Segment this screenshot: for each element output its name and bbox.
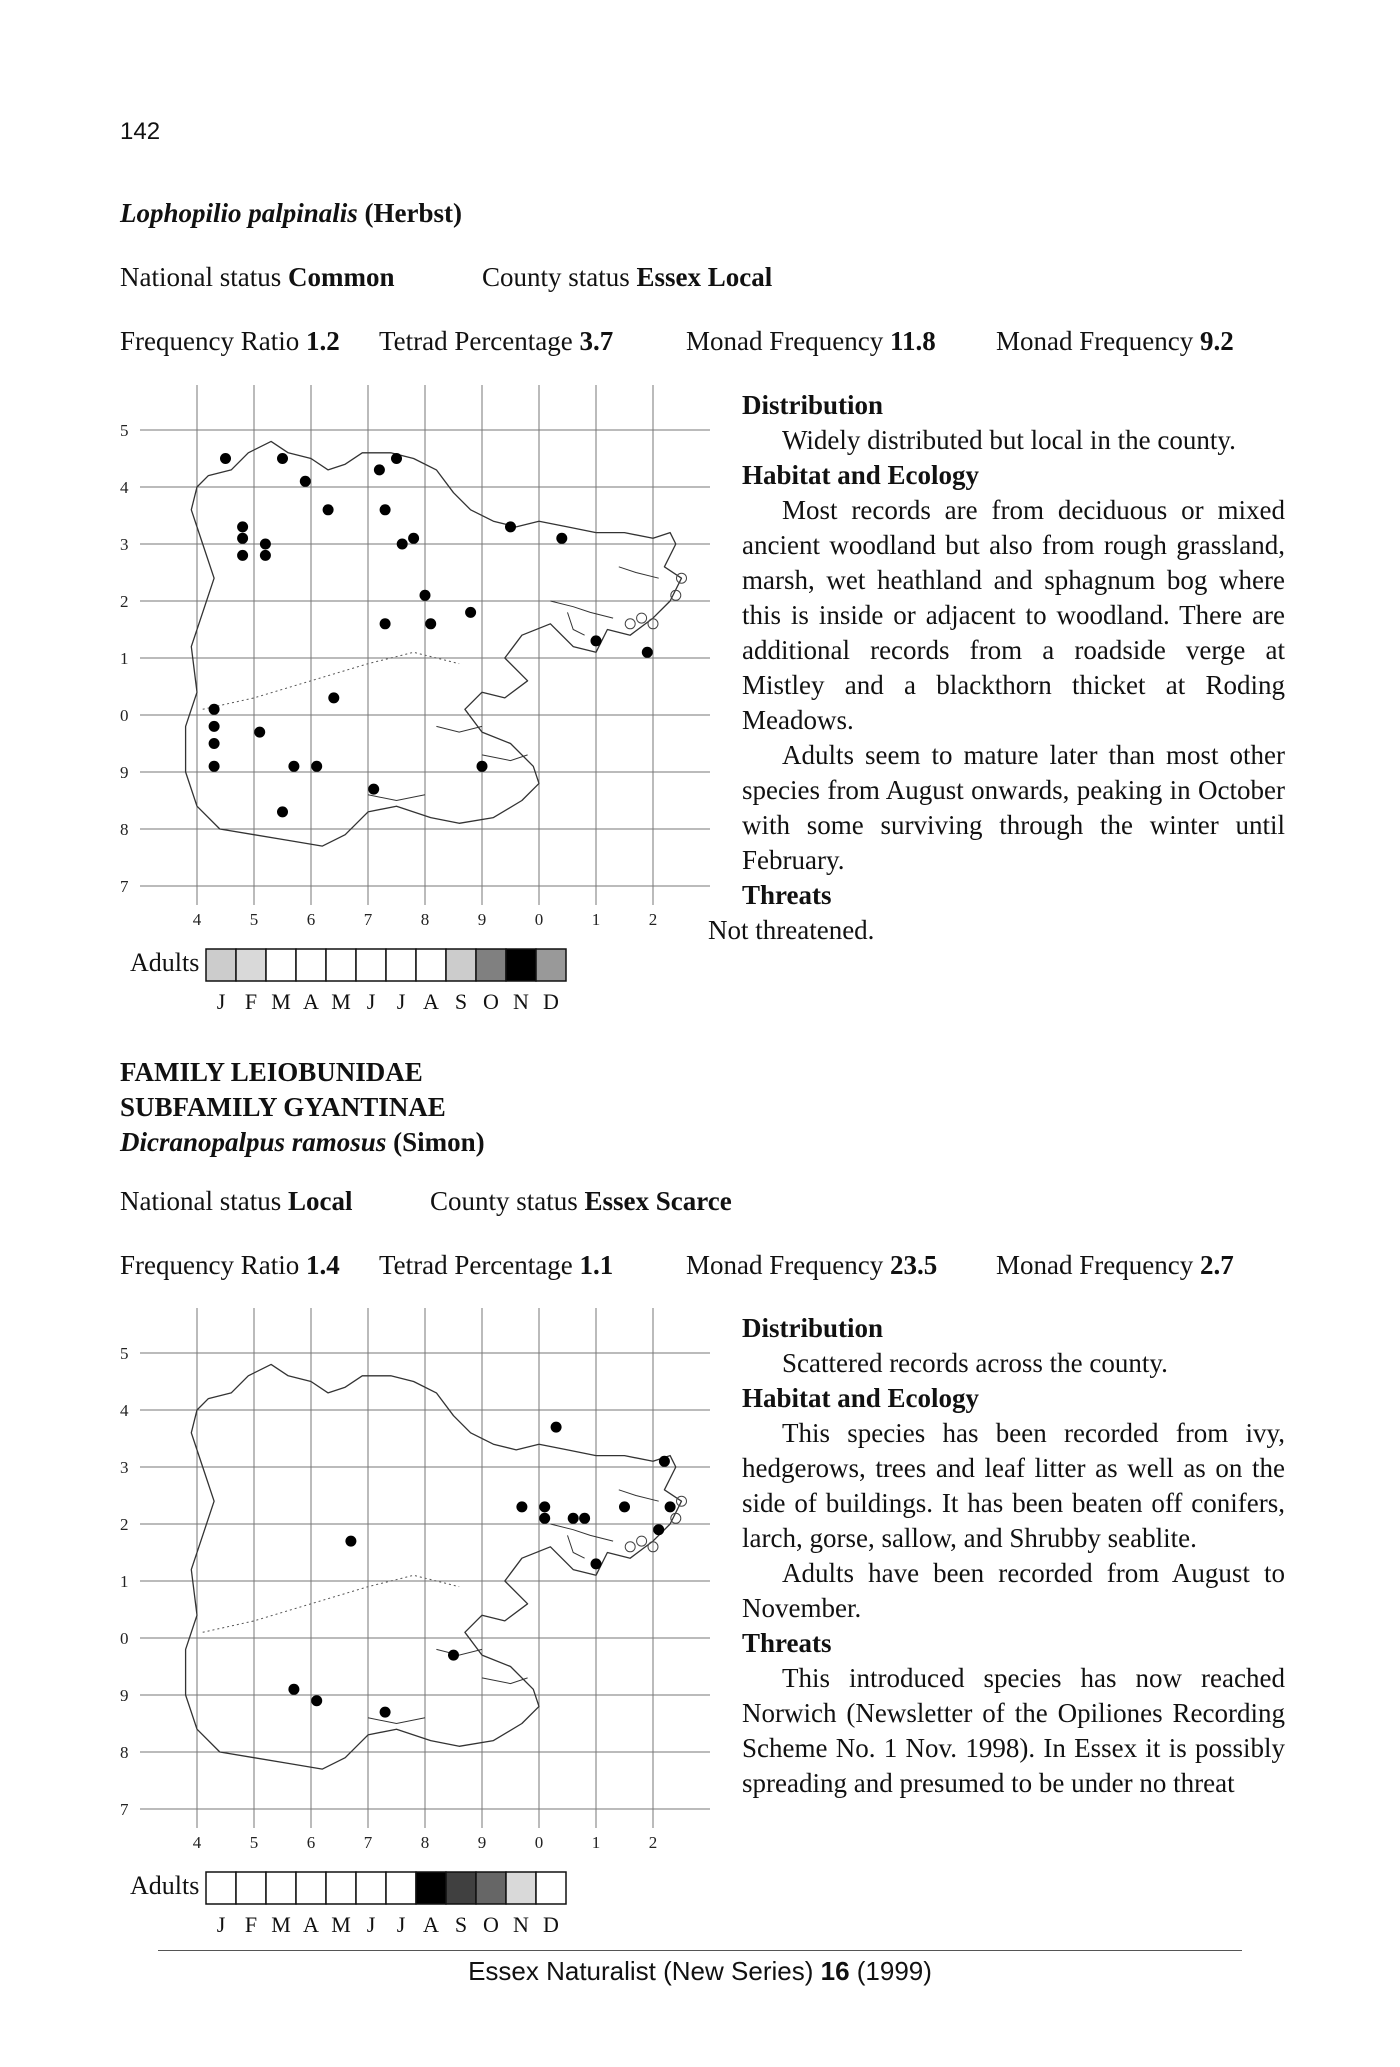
monad-frequency-1: [686, 1250, 937, 1281]
threats-heading: Threats: [742, 1628, 832, 1658]
x-tick-label: 5: [249, 1833, 259, 1852]
monad-frequency-1: [686, 326, 936, 357]
month-label: M: [271, 1912, 291, 1937]
record-dot: [408, 533, 419, 544]
record-dot: [380, 618, 391, 629]
national-status-value: Common: [287, 262, 395, 292]
y-tick-label: 9: [120, 763, 129, 782]
monad-frequency-value: 2.7: [1199, 1250, 1234, 1280]
footer: [0, 1956, 1400, 1987]
month-label: O: [483, 1912, 499, 1937]
distribution-heading: Distribution: [742, 390, 884, 420]
phenology-cell: [506, 1872, 536, 1904]
record-dot: [209, 761, 220, 772]
county-status: [482, 262, 772, 293]
record-dot: [209, 721, 220, 732]
record-dot: [260, 539, 271, 550]
estuary-line: [568, 1535, 585, 1558]
record-dot: [591, 635, 602, 646]
y-tick-label: 7: [120, 877, 129, 896]
county-outline: [186, 1364, 682, 1769]
record-dot: [642, 647, 653, 658]
page-number: 142: [120, 118, 161, 145]
tetrad-percentage-value: 3.7: [579, 326, 614, 356]
record-dot: [579, 1513, 590, 1524]
record-dot: [465, 607, 476, 618]
x-tick-label: 1: [591, 1833, 601, 1852]
phenology-cell: [416, 949, 446, 981]
record-dot: [425, 618, 436, 629]
phenology-cell: [236, 1872, 266, 1904]
record-dot: [477, 761, 488, 772]
month-label: A: [303, 989, 319, 1014]
month-label: J: [366, 1912, 376, 1937]
threats-heading: Threats: [742, 880, 832, 910]
island: [637, 1536, 647, 1546]
species-author: (Herbst): [364, 198, 463, 228]
phenology-cell: [266, 1872, 296, 1904]
phenology-cell: [386, 1872, 416, 1904]
month-label: S: [454, 1912, 468, 1937]
frequency-ratio: [120, 326, 340, 357]
record-dot: [328, 692, 339, 703]
island: [637, 613, 647, 623]
phenology-cell: [416, 1872, 446, 1904]
county-status-value: Essex Scarce: [584, 1186, 732, 1216]
footer-volume: 16: [820, 1956, 850, 1986]
y-tick-label: 2: [120, 1515, 129, 1534]
island: [625, 619, 635, 629]
species-name: Lophopilio palpinalis: [120, 198, 358, 228]
phenology-cell: [326, 949, 356, 981]
record-dot: [653, 1524, 664, 1535]
record-dot: [323, 504, 334, 515]
record-dot: [619, 1501, 630, 1512]
phenology-cell: [446, 949, 476, 981]
county-outline: [186, 441, 682, 846]
monad-frequency-label: Monad Frequency: [996, 326, 1200, 356]
phenology-cell: [296, 1872, 326, 1904]
x-tick-label: 2: [648, 910, 658, 929]
distribution-text: Widely distributed but local in the county.: [782, 425, 1236, 455]
record-dot: [368, 784, 379, 795]
y-tick-label: 2: [120, 592, 129, 611]
frequency-ratio-label: Frequency Ratio: [120, 326, 306, 356]
estuary-line: [482, 1678, 528, 1684]
x-tick-label: 7: [363, 910, 373, 929]
y-tick-label: 1: [120, 1572, 129, 1591]
habitat-text: Adults have been recorded from August to November.: [742, 1558, 1285, 1623]
county-status-label: County status: [430, 1186, 585, 1216]
national-status-value: Local: [287, 1186, 353, 1216]
month-label: J: [366, 989, 376, 1014]
record-dot: [539, 1513, 550, 1524]
y-tick-label: 1: [120, 649, 129, 668]
y-tick-label: 4: [120, 478, 129, 497]
phenology-cell: [536, 1872, 566, 1904]
tetrad-percentage-label: Tetrad Percentage: [379, 326, 580, 356]
county-boundary-dotted: [203, 1575, 460, 1632]
monad-frequency-value: 23.5: [889, 1250, 938, 1280]
record-dot: [254, 727, 265, 738]
record-dot: [556, 533, 567, 544]
footer-rule: [158, 1950, 1242, 1951]
record-dot: [380, 504, 391, 515]
estuary-line: [436, 1649, 482, 1655]
distribution-map: [110, 1308, 710, 1948]
record-dot: [237, 533, 248, 544]
record-dot: [551, 1422, 562, 1433]
x-tick-label: 4: [192, 910, 202, 929]
month-label: F: [244, 1912, 258, 1937]
estuary-line: [436, 726, 482, 732]
phenology-cell: [236, 949, 266, 981]
phenology-cell: [476, 1872, 506, 1904]
y-tick-label: 9: [120, 1686, 129, 1705]
x-tick-label: 9: [477, 1833, 487, 1852]
monad-frequency-value: 11.8: [889, 326, 936, 356]
month-label: J: [396, 1912, 406, 1937]
y-tick-label: 4: [120, 1401, 129, 1420]
phenology-cell: [356, 949, 386, 981]
month-label: N: [513, 989, 529, 1014]
record-dot: [209, 704, 220, 715]
habitat-heading: Habitat and Ecology: [742, 1383, 980, 1413]
x-tick-label: 8: [420, 1833, 430, 1852]
x-tick-label: 5: [249, 910, 259, 929]
record-dot: [300, 476, 311, 487]
habitat-text: Most records are from deciduous or mixed ancient woodland but also from rough grassland, marsh, wet heathland and sphagnum bog where this is inside or adjacent to woodland. There are additional records from a roadside verge at Mistley and a blackthorn thicket at Roding Meadows.: [742, 495, 1285, 735]
month-label: J: [216, 989, 226, 1014]
phenology-cell: [326, 1872, 356, 1904]
monad-frequency-2: [996, 326, 1234, 357]
month-label: M: [331, 989, 351, 1014]
record-dot: [237, 550, 248, 561]
record-dot: [591, 1558, 602, 1569]
monad-frequency-label: Monad Frequency: [996, 1250, 1200, 1280]
footer-year: (1999): [849, 1956, 932, 1986]
record-dot: [448, 1650, 459, 1661]
species-description: [742, 1311, 1285, 1801]
month-label: D: [543, 989, 559, 1014]
month-label: S: [454, 989, 468, 1014]
national-status: [120, 262, 394, 293]
monad-frequency-label: Monad Frequency: [686, 326, 890, 356]
adults-label: Adults: [130, 948, 200, 977]
x-tick-label: 4: [192, 1833, 202, 1852]
record-dot: [374, 464, 385, 475]
habitat-text: This species has been recorded from ivy, hedgerows, trees and leaf litter as well as on the side of buildings. It has been beaten off conifers, larch, gorse, sallow, and Shrubby seablite.: [742, 1418, 1285, 1553]
distribution-text: Scattered records across the county.: [782, 1348, 1168, 1378]
x-tick-label: 2: [648, 1833, 658, 1852]
month-label: O: [483, 989, 499, 1014]
phenology-cell: [386, 949, 416, 981]
y-tick-label: 3: [120, 535, 129, 554]
tetrad-percentage: [379, 1250, 613, 1281]
map-grid: [140, 1308, 710, 1828]
monad-frequency-label: Monad Frequency: [686, 1250, 890, 1280]
phenology-cell: [476, 949, 506, 981]
estuary-line: [550, 601, 613, 618]
record-dot: [665, 1501, 676, 1512]
month-label: N: [513, 1912, 529, 1937]
estuary-line: [368, 795, 425, 801]
subfamily-name: SUBFAMILY GYANTINAE: [120, 1092, 446, 1122]
phenology-cell: [266, 949, 296, 981]
record-dot: [311, 1695, 322, 1706]
record-dot: [539, 1501, 550, 1512]
x-tick-label: 6: [306, 1833, 316, 1852]
y-tick-label: 8: [120, 820, 129, 839]
phenology-cell: [206, 1872, 236, 1904]
record-dot: [516, 1501, 527, 1512]
distribution-map: [110, 385, 710, 1025]
x-tick-label: 7: [363, 1833, 373, 1852]
distribution-heading: Distribution: [742, 1313, 884, 1343]
record-dot: [568, 1513, 579, 1524]
x-tick-label: 1: [591, 910, 601, 929]
record-dot: [277, 453, 288, 464]
x-tick-label: 9: [477, 910, 487, 929]
habitat-heading: Habitat and Ecology: [742, 460, 980, 490]
record-dot: [659, 1456, 670, 1467]
species-author: (Simon): [393, 1127, 485, 1157]
family-heading: [120, 1055, 485, 1160]
frequency-ratio: [120, 1250, 340, 1281]
x-tick-label: 8: [420, 910, 430, 929]
phenology-cell: [206, 949, 236, 981]
threats-text: Not threatened.: [708, 915, 875, 945]
y-tick-label: 0: [120, 706, 129, 725]
record-dot: [345, 1536, 356, 1547]
record-dot: [277, 806, 288, 817]
record-dot: [397, 539, 408, 550]
record-dot: [420, 590, 431, 601]
threats-text: This introduced species has now reached Norwich (Newsletter of the Opiliones Recording Scheme No. 1 Nov. 1998). In Essex it is possibly spreading and presumed to be under no threat: [742, 1663, 1285, 1798]
y-tick-label: 3: [120, 1458, 129, 1477]
month-label: J: [216, 1912, 226, 1937]
species-description: [708, 388, 1285, 948]
habitat-text: Adults seem to mature later than most other species from August onwards, peaking in October with some surviving through the winter until February.: [742, 740, 1285, 875]
phenology-cell: [536, 949, 566, 981]
record-dot: [311, 761, 322, 772]
x-tick-label: 0: [534, 1833, 544, 1852]
species-name: Dicranopalpus ramosus: [120, 1127, 387, 1157]
estuary-line: [568, 612, 585, 635]
tetrad-percentage-value: 1.1: [579, 1250, 614, 1280]
monad-frequency-2: [996, 1250, 1234, 1281]
month-label: M: [271, 989, 291, 1014]
species-title: [120, 198, 462, 229]
x-tick-label: 6: [306, 910, 316, 929]
record-dot: [380, 1707, 391, 1718]
record-dot: [505, 521, 516, 532]
estuary-line: [368, 1718, 425, 1724]
y-tick-label: 5: [120, 1344, 129, 1363]
national-status-label: National status: [120, 262, 288, 292]
phenology-cell: [296, 949, 326, 981]
month-label: D: [543, 1912, 559, 1937]
island: [625, 1542, 635, 1552]
y-tick-label: 0: [120, 1629, 129, 1648]
record-dot: [391, 453, 402, 464]
frequency-ratio-value: 1.2: [305, 326, 340, 356]
phenology-cell: [356, 1872, 386, 1904]
phenology-cell: [446, 1872, 476, 1904]
y-tick-label: 7: [120, 1800, 129, 1819]
estuary-line: [550, 1524, 613, 1541]
county-status: [430, 1186, 732, 1217]
national-status: [120, 1186, 352, 1217]
month-label: A: [423, 1912, 439, 1937]
county-status-value: Essex Local: [636, 262, 773, 292]
month-label: M: [331, 1912, 351, 1937]
x-tick-label: 0: [534, 910, 544, 929]
tetrad-percentage-label: Tetrad Percentage: [379, 1250, 580, 1280]
record-dot: [260, 550, 271, 561]
y-tick-label: 8: [120, 1743, 129, 1762]
national-status-label: National status: [120, 1186, 288, 1216]
month-label: F: [244, 989, 258, 1014]
month-label: J: [396, 989, 406, 1014]
month-label: A: [303, 1912, 319, 1937]
record-dot: [209, 738, 220, 749]
frequency-ratio-value: 1.4: [305, 1250, 340, 1280]
species-title: [120, 1125, 485, 1160]
record-dot: [288, 1684, 299, 1695]
adults-label: Adults: [130, 1871, 200, 1900]
month-label: A: [423, 989, 439, 1014]
county-status-label: County status: [482, 262, 637, 292]
footer-journal: Essex Naturalist (New Series): [468, 1956, 821, 1986]
phenology-cell: [506, 949, 536, 981]
family-name: FAMILY LEIOBUNIDAE: [120, 1057, 423, 1087]
tetrad-percentage: [379, 326, 613, 357]
estuary-line: [482, 755, 528, 761]
frequency-ratio-label: Frequency Ratio: [120, 1250, 306, 1280]
record-dot: [220, 453, 231, 464]
record-dot: [288, 761, 299, 772]
record-dot: [237, 521, 248, 532]
y-tick-label: 5: [120, 421, 129, 440]
monad-frequency-value: 9.2: [1199, 326, 1234, 356]
